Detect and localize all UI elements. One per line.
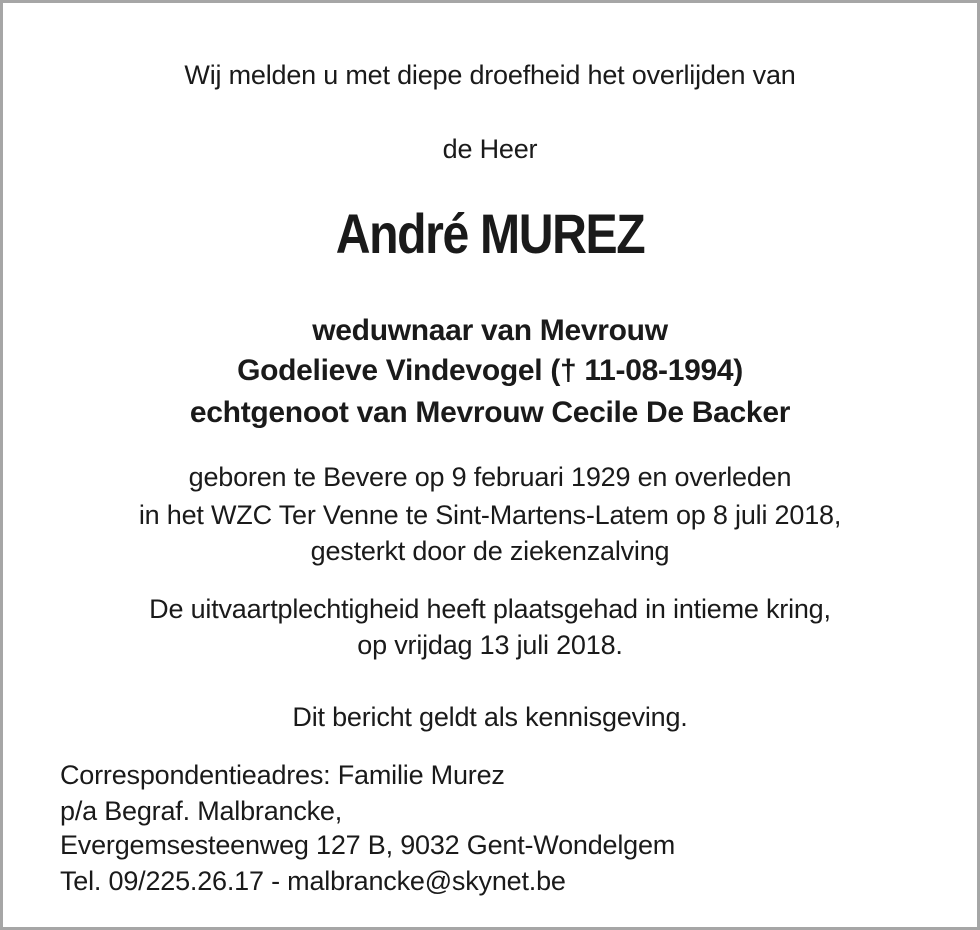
intro-text: Wij melden u met diepe droefheid het overlijden van: [184, 60, 796, 90]
funeral-line: op vrijdag 13 juli 2018.: [357, 630, 623, 660]
funeral-line: De uitvaartplechtigheid heeft plaatsgehad in intieme kring,: [149, 594, 831, 624]
correspondence-line: Correspondentieadres: Familie Murez: [60, 760, 505, 790]
correspondence-line: p/a Begraf. Malbrancke,: [60, 796, 343, 826]
correspondence-line: Evergemsesteenweg 127 B, 9032 Gent-Wondelgem: [60, 830, 676, 860]
biography-line: in het WZC Ter Venne te Sint-Martens-Latem op 8 juli 2018,: [138, 500, 842, 530]
biography-line: geboren te Bevere op 9 februari 1929 en overleden: [188, 462, 792, 492]
relation-line: weduwnaar van Mevrouw: [312, 314, 668, 347]
notice-statement: Dit bericht geldt als kennisgeving.: [292, 702, 688, 732]
honorific-title: de Heer: [442, 134, 538, 164]
relation-line: echtgenoot van Mevrouw Cecile De Backer: [189, 396, 791, 429]
biography-line: gesterkt door de ziekenzalving: [310, 536, 670, 566]
relation-line: Godelieve Vindevogel († 11-08-1994): [237, 354, 743, 387]
correspondence-line: Tel. 09/225.26.17 - malbrancke@skynet.be: [60, 866, 566, 896]
deceased-name: André MUREZ: [335, 202, 645, 265]
